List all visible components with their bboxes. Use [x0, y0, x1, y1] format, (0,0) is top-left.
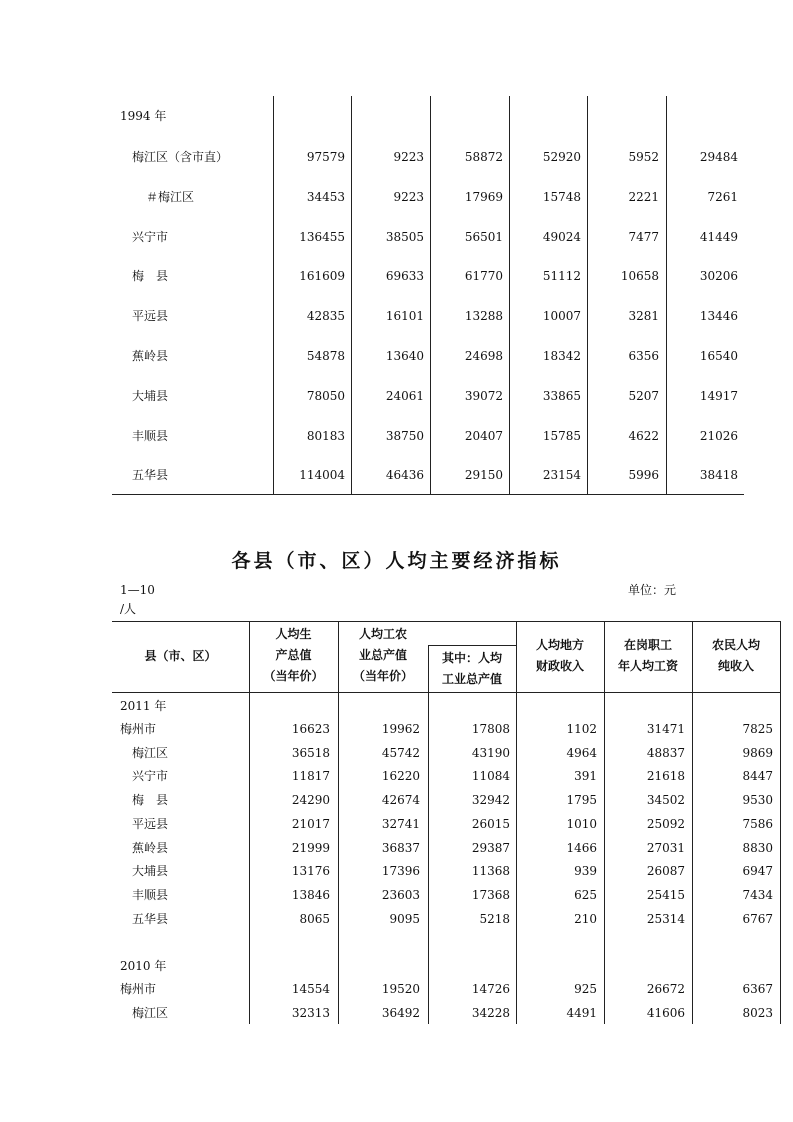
data-cell: 24698 — [464, 349, 503, 363]
data-cell: 61770 — [464, 269, 503, 284]
data-cell: 29150 — [464, 468, 503, 483]
data-cell: 32942 — [471, 793, 510, 808]
header-line: 产总值 — [275, 648, 312, 662]
header-line: 纯收入 — [717, 659, 754, 673]
column-divider — [430, 96, 431, 494]
data-cell: 34453 — [306, 189, 345, 204]
data-cell: 34502 — [646, 793, 685, 808]
data-cell: 41606 — [646, 1005, 685, 1020]
data-cell: 49024 — [542, 229, 581, 244]
data-cell: 29484 — [699, 150, 738, 164]
column-divider — [587, 96, 588, 494]
data-cell: 32741 — [381, 816, 420, 831]
data-cell: 6947 — [742, 864, 773, 879]
table-code: 1—10 — [120, 583, 155, 597]
data-cell: 34228 — [471, 1005, 510, 1020]
data-cell: 9869 — [742, 745, 773, 760]
data-cell: 9530 — [742, 793, 773, 808]
header-bottom-rule — [112, 692, 780, 693]
table-bottom-rule — [112, 494, 744, 495]
data-cell: 1010 — [566, 816, 597, 831]
data-cell: 52920 — [542, 150, 581, 164]
header-agri — [338, 624, 428, 687]
data-cell: 136455 — [299, 229, 345, 244]
header-line: （当年价） — [352, 669, 413, 683]
data-cell: 625 — [574, 887, 597, 902]
data-cell: 925 — [574, 982, 597, 996]
row-name: 梅州市 — [120, 722, 157, 736]
data-cell: 4491 — [566, 1005, 597, 1020]
data-cell: 8023 — [742, 1005, 773, 1020]
data-cell: 210 — [574, 911, 597, 926]
unit-label: 单位：元 — [628, 583, 677, 597]
data-cell: 25092 — [646, 816, 685, 831]
data-cell: 1102 — [566, 722, 597, 736]
data-cell: 10658 — [620, 269, 659, 284]
row-name: 梅江区 — [132, 745, 169, 760]
data-cell: 16623 — [291, 722, 330, 736]
data-cell: 15748 — [542, 189, 581, 204]
data-cell: 39072 — [464, 388, 503, 403]
row-name: 梅 县 — [132, 793, 169, 808]
data-cell: 17808 — [471, 722, 510, 736]
year-label: 2011 年 — [120, 699, 167, 713]
data-cell: 5207 — [628, 388, 659, 403]
data-cell: 13288 — [464, 309, 503, 324]
data-cell: 391 — [574, 769, 597, 784]
row-name: 丰顺县 — [132, 428, 169, 443]
header-line: （当年价） — [263, 669, 324, 683]
data-cell: 3281 — [628, 309, 659, 324]
data-cell: 8065 — [299, 911, 330, 926]
data-cell: 51112 — [542, 269, 581, 284]
data-cell: 6367 — [742, 982, 773, 996]
data-cell: 20407 — [464, 428, 503, 443]
header-fiscal — [516, 635, 604, 677]
header-gdp — [249, 624, 338, 687]
column-divider — [666, 96, 667, 494]
data-cell: 26087 — [646, 864, 685, 879]
page-title: 各县（市、区）人均主要经济指标 — [231, 550, 562, 572]
data-cell: 29387 — [471, 840, 510, 855]
data-cell: 48837 — [646, 745, 685, 760]
data-cell: 26015 — [471, 816, 510, 831]
data-cell: 80183 — [306, 428, 345, 443]
data-cell: 97579 — [306, 150, 345, 164]
header-line: 工业总产值 — [441, 672, 502, 686]
data-cell: 17396 — [381, 864, 420, 879]
data-cell: 21026 — [699, 428, 738, 443]
data-cell: 41449 — [699, 229, 738, 244]
column-divider — [604, 621, 605, 1024]
row-name: 蕉岭县 — [132, 349, 169, 363]
data-cell: 14554 — [291, 982, 330, 996]
row-name: 丰顺县 — [132, 887, 169, 902]
data-cell: 25415 — [646, 887, 685, 902]
header-line: 在岗职工 — [623, 638, 672, 652]
data-cell: 16220 — [381, 769, 420, 784]
data-cell: 7825 — [742, 722, 773, 736]
data-cell: 8447 — [742, 769, 773, 784]
data-cell: 21618 — [646, 769, 685, 784]
row-name: ＃梅江区 — [146, 189, 195, 204]
data-cell: 23603 — [381, 887, 420, 902]
header-top-rule — [112, 621, 780, 622]
header-line: 年人均工资 — [617, 659, 678, 673]
row-name: 梅江区（含市直） — [132, 150, 229, 164]
data-cell: 38418 — [699, 468, 738, 483]
header-line: 财政收入 — [535, 659, 584, 673]
data-cell: 8830 — [742, 840, 773, 855]
data-cell: 27031 — [646, 840, 685, 855]
column-divider — [428, 645, 429, 1024]
header-wage — [604, 635, 692, 677]
header-line: 农民人均 — [711, 638, 760, 652]
data-cell: 25314 — [646, 911, 685, 926]
data-cell: 31471 — [646, 722, 685, 736]
data-cell: 1466 — [566, 840, 597, 855]
data-cell: 14917 — [699, 388, 738, 403]
year-label: 2010 年 — [120, 959, 167, 973]
header-line: 人均工农 — [358, 627, 407, 641]
row-name: 大埔县 — [132, 864, 169, 879]
header-county: 县（市、区） — [144, 649, 217, 663]
row-name: 大埔县 — [132, 388, 169, 403]
data-cell: 38505 — [385, 229, 424, 244]
data-cell: 13176 — [291, 864, 330, 879]
row-name: 五华县 — [132, 468, 169, 483]
data-cell: 56501 — [464, 229, 503, 244]
header-line: 人均生 — [275, 627, 312, 641]
data-cell: 7434 — [742, 887, 773, 902]
data-cell: 6767 — [742, 911, 773, 926]
data-cell: 4622 — [628, 428, 659, 443]
data-cell: 7477 — [628, 229, 659, 244]
row-name: 梅 县 — [132, 269, 169, 284]
data-cell: 13846 — [291, 887, 330, 902]
data-cell: 161609 — [299, 269, 345, 284]
data-cell: 54878 — [306, 349, 345, 363]
data-cell: 21999 — [291, 840, 330, 855]
data-cell: 58872 — [464, 150, 503, 164]
column-divider — [273, 96, 274, 494]
data-cell: 78050 — [306, 388, 345, 403]
data-cell: 36837 — [381, 840, 420, 855]
data-cell: 36492 — [381, 1005, 420, 1020]
header-line: 人均地方 — [535, 638, 584, 652]
data-cell: 19962 — [381, 722, 420, 736]
data-cell: 17969 — [464, 189, 503, 204]
data-cell: 36518 — [291, 745, 330, 760]
data-cell: 15785 — [542, 428, 581, 443]
data-cell: 23154 — [542, 468, 581, 483]
data-cell: 42674 — [381, 793, 420, 808]
data-cell: 21017 — [291, 816, 330, 831]
data-cell: 13640 — [385, 349, 424, 363]
data-cell: 24061 — [385, 388, 424, 403]
data-cell: 114004 — [299, 468, 345, 483]
data-cell: 30206 — [699, 269, 738, 284]
row-name: 梅州市 — [120, 982, 157, 996]
row-name: 平远县 — [132, 816, 169, 831]
year-label: 1994 年 — [120, 109, 167, 123]
data-cell: 5952 — [628, 150, 659, 164]
data-cell: 45742 — [381, 745, 420, 760]
data-cell: 17368 — [471, 887, 510, 902]
data-cell: 2221 — [628, 189, 659, 204]
data-cell: 11368 — [471, 864, 510, 879]
column-divider — [516, 621, 517, 1024]
header-industry — [428, 648, 516, 690]
data-cell: 5218 — [479, 911, 510, 926]
data-cell: 24290 — [291, 793, 330, 808]
header-line: 其中：人均 — [441, 651, 502, 665]
data-cell: 69633 — [385, 269, 424, 284]
data-cell: 32313 — [291, 1005, 330, 1020]
data-cell: 5996 — [628, 468, 659, 483]
data-cell: 4964 — [566, 745, 597, 760]
row-name: 蕉岭县 — [132, 840, 169, 855]
column-divider — [780, 621, 781, 1024]
row-name: 五华县 — [132, 911, 169, 926]
data-cell: 46436 — [385, 468, 424, 483]
data-cell: 26672 — [646, 982, 685, 996]
data-cell: 16101 — [385, 309, 424, 324]
data-cell: 9223 — [393, 150, 424, 164]
data-cell: 13446 — [699, 309, 738, 324]
table-code-suffix: /人 — [120, 602, 137, 616]
data-cell: 1795 — [566, 793, 597, 808]
data-cell: 33865 — [542, 388, 581, 403]
header-farmer — [692, 635, 780, 677]
data-cell: 6356 — [628, 349, 659, 363]
column-divider — [351, 96, 352, 494]
data-cell: 18342 — [542, 349, 581, 363]
row-name: 兴宁市 — [132, 229, 169, 244]
data-cell: 38750 — [385, 428, 424, 443]
row-name: 梅江区 — [132, 1005, 169, 1020]
row-name: 兴宁市 — [132, 769, 169, 784]
header-line: 业总产值 — [358, 648, 407, 662]
data-cell: 11817 — [291, 769, 330, 784]
data-cell: 939 — [574, 864, 597, 879]
column-divider — [509, 96, 510, 494]
data-cell: 10007 — [542, 309, 581, 324]
data-cell: 9223 — [393, 189, 424, 204]
data-cell: 9095 — [389, 911, 420, 926]
data-cell: 19520 — [381, 982, 420, 996]
data-cell: 11084 — [471, 769, 510, 784]
data-cell: 7261 — [707, 189, 738, 204]
data-cell: 7586 — [742, 816, 773, 831]
data-cell: 14726 — [471, 982, 510, 996]
data-cell: 16540 — [699, 349, 738, 363]
data-cell: 43190 — [471, 745, 510, 760]
column-divider — [692, 621, 693, 1024]
subheader-rule — [428, 645, 516, 646]
row-name: 平远县 — [132, 309, 169, 324]
data-cell: 42835 — [306, 309, 345, 324]
